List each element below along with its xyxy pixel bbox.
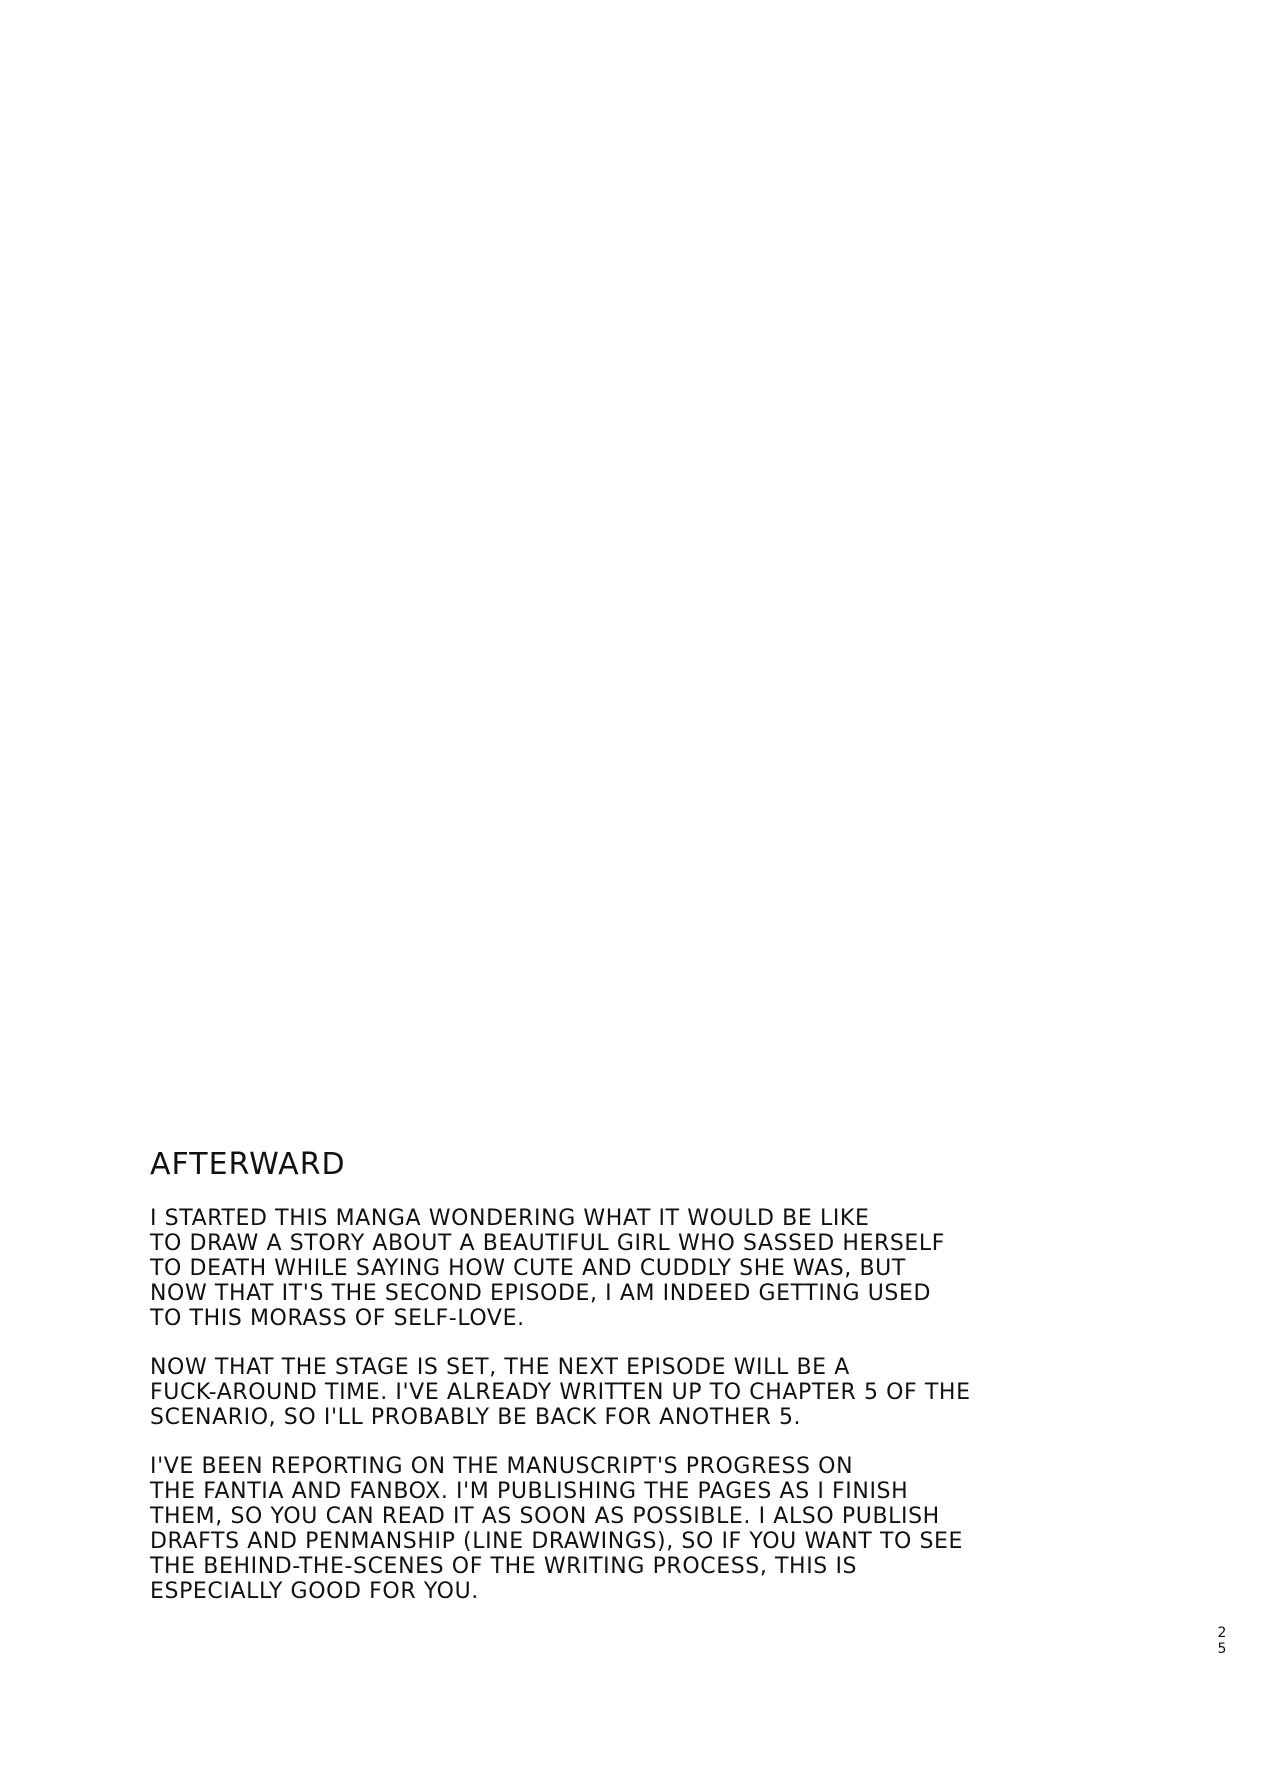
- paragraph-line: I'VE BEEN REPORTING ON THE MANUSCRIPT'S PROGRESS ON: [150, 1454, 854, 1479]
- paragraph-line: TO DRAW A STORY ABOUT A BEAUTIFUL GIRL WHO SASSED HERSELF: [150, 1231, 946, 1256]
- page-number-digit: 5: [1217, 1641, 1227, 1657]
- afterword-paragraph-3: [150, 1454, 1030, 1604]
- paragraph-line: TO THIS MORASS OF SELF-LOVE.: [150, 1306, 525, 1331]
- afterword-paragraph-1: [150, 1206, 1030, 1331]
- paragraph-line: SCENARIO, SO I'LL PROBABLY BE BACK FOR ANOTHER 5.: [150, 1405, 802, 1430]
- paragraph-line: I STARTED THIS MANGA WONDERING WHAT IT WOULD BE LIKE: [150, 1206, 870, 1231]
- afterword-heading: AFTERWARD: [150, 1147, 346, 1182]
- paragraph-line: THEM, SO YOU CAN READ IT AS SOON AS POSSIBLE. I ALSO PUBLISH: [150, 1504, 940, 1529]
- paragraph-line: DRAFTS AND PENMANSHIP (LINE DRAWINGS), SO IF YOU WANT TO SEE: [150, 1529, 964, 1554]
- paragraph-line: THE FANTIA AND FANBOX. I'M PUBLISHING THE PAGES AS I FINISH: [150, 1479, 909, 1504]
- page-number: [1215, 1625, 1229, 1657]
- afterword-section: [150, 1147, 1030, 1628]
- paragraph-line: FUCK-AROUND TIME. I'VE ALREADY WRITTEN UP TO CHAPTER 5 OF THE: [150, 1380, 971, 1405]
- paragraph-line: ESPECIALLY GOOD FOR YOU.: [150, 1579, 479, 1604]
- page-number-digit: 2: [1217, 1625, 1227, 1641]
- afterword-paragraph-2: [150, 1355, 1030, 1430]
- paragraph-line: THE BEHIND-THE-SCENES OF THE WRITING PROCESS, THIS IS: [150, 1554, 858, 1579]
- paragraph-line: NOW THAT IT'S THE SECOND EPISODE, I AM INDEED GETTING USED: [150, 1281, 932, 1306]
- paragraph-line: TO DEATH WHILE SAYING HOW CUTE AND CUDDLY SHE WAS, BUT: [150, 1256, 906, 1281]
- paragraph-line: NOW THAT THE STAGE IS SET, THE NEXT EPISODE WILL BE A: [150, 1355, 850, 1380]
